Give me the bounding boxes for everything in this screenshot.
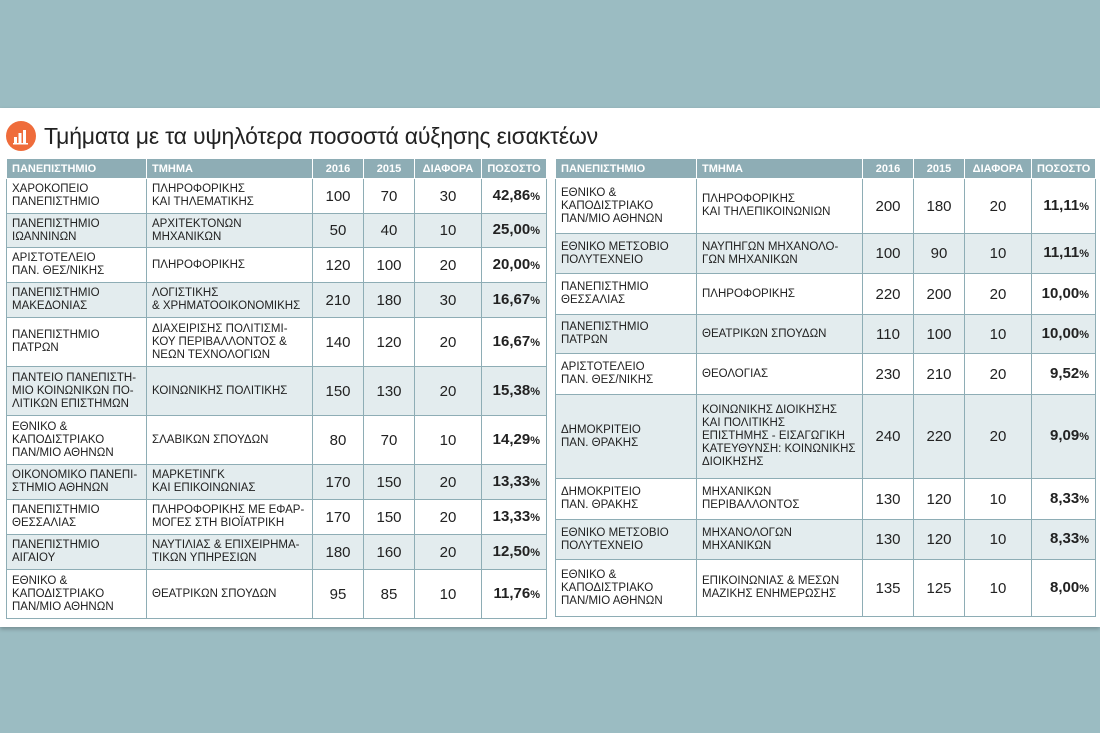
value-2016-cell: [313, 283, 364, 318]
value-2015-text: 180: [926, 197, 952, 215]
value-2015-text: 200: [926, 285, 952, 303]
value-2015-text: 40: [380, 222, 398, 239]
university-cell: [7, 318, 147, 367]
value-2016-cell: [863, 395, 914, 479]
value-2015-text: 150: [376, 473, 402, 491]
university-text: ΕΘΝΙΚΟ & ΚΑΠΟΔΙΣΤΡΙΑΚΟ ΠΑΝ/ΜΙΟ ΑΘΗΝΩΝ: [561, 186, 663, 225]
university-text: ΕΘΝΙΚΟ & ΚΑΠΟΔΙΣΤΡΙΑΚΟ ΠΑΝ/ΜΙΟ ΑΘΗΝΩΝ: [561, 568, 663, 607]
percentage-cell: [482, 318, 547, 367]
percentage-text: 15,38: [492, 381, 531, 399]
value-2016-text: 120: [325, 256, 351, 274]
percentage-cell: [482, 416, 547, 465]
value-2015-cell: [914, 315, 965, 354]
table-row: [556, 234, 1096, 274]
department-text: ΠΛΗΡΟΦΟΡΙΚΗΣ ΚΑΙ ΤΗΛΕΠΙΚΟΙΝΩΝΙΩΝ: [702, 193, 831, 218]
university-cell: [556, 274, 697, 315]
percentage-cell: [1032, 274, 1096, 315]
value-2016-text: 210: [325, 291, 351, 309]
value-2016-cell: [863, 179, 914, 234]
department-text: ΣΛΑΒΙΚΩΝ ΣΠΟΥΔΩΝ: [152, 433, 269, 446]
difference-cell: [415, 179, 482, 214]
university-cell: [556, 315, 697, 354]
value-2015-text: 70: [380, 187, 398, 205]
percentage-text: 12,50: [492, 542, 531, 560]
value-2016-text: 150: [325, 382, 351, 400]
percentage-text: 11,11: [1043, 196, 1080, 214]
value-2016-text: 170: [325, 508, 351, 526]
value-2015-cell: [914, 479, 965, 520]
university-cell: [556, 520, 697, 560]
department-text: ΚΟΙΝΩΝΙΚΗΣ ΠΟΛΙΤΙΚΗΣ: [152, 384, 288, 397]
difference-text: 30: [439, 291, 457, 309]
percentage-cell: [1032, 560, 1096, 617]
percent-sign: %: [530, 546, 540, 559]
value-2016-cell: [863, 315, 914, 354]
value-2015-cell: [914, 395, 965, 479]
department-text: ΠΛΗΡΟΦΟΡΙΚΗΣ ΜΕ ΕΦΑΡ- ΜΟΓΕΣ ΣΤΗ ΒΙΟΪΑΤΡΙΚΗ: [152, 504, 305, 529]
value-2016-text: 130: [875, 531, 901, 548]
value-2015-text: 220: [926, 428, 952, 445]
difference-text: 10: [439, 431, 457, 449]
percentage-cell: [1032, 479, 1096, 520]
value-2015-cell: [364, 465, 415, 500]
table-row: [7, 318, 547, 367]
page-title: Τμήματα με τα υψηλότερα ποσοστά αύξησης εισακτέων: [44, 122, 598, 149]
percentage-cell: [482, 535, 547, 570]
difference-text: 10: [989, 490, 1007, 508]
value-2016-text: 240: [875, 428, 901, 445]
university-text: ΠΑΝΕΠΙΣΤΗΜΙΟ ΘΕΣΣΑΛΙΑΣ: [561, 281, 649, 306]
value-2016-cell: [863, 560, 914, 617]
department-cell: [147, 214, 313, 248]
department-cell: [147, 367, 313, 416]
col-department: ΤΜΗΜΑ: [147, 159, 313, 179]
value-2016-text: 110: [876, 325, 900, 343]
value-2015-text: 100: [926, 325, 952, 343]
left-table: [6, 158, 547, 619]
difference-text: 10: [989, 245, 1007, 262]
table-row: [7, 214, 547, 248]
department-text: ΝΑΥΠΗΓΩΝ ΜΗΧΑΝΟΛΟ- ΓΩΝ ΜΗΧΑΝΙΚΩΝ: [702, 240, 839, 266]
percent-sign: %: [1079, 582, 1089, 595]
percent-sign: %: [1079, 493, 1089, 506]
university-cell: [556, 234, 697, 274]
value-2015-text: 160: [376, 543, 402, 561]
department-cell: [147, 465, 313, 500]
difference-cell: [415, 500, 482, 535]
table-row: [556, 560, 1096, 617]
value-2015-cell: [364, 248, 415, 283]
col-pct: ΠΟΣΟΣΤΟ: [1032, 159, 1096, 179]
table-row: [7, 535, 547, 570]
table-row: [556, 354, 1096, 395]
percent-sign: %: [530, 511, 540, 524]
department-cell: [147, 570, 313, 619]
table-header-row: [7, 159, 547, 179]
percentage-text: 8,00: [1050, 578, 1080, 596]
value-2016-cell: [313, 416, 364, 465]
department-text: ΜΗΧΑΝΟΛΟΓΩΝ ΜΗΧΑΝΙΚΩΝ: [702, 526, 792, 552]
difference-text: 20: [989, 197, 1007, 215]
value-2016-cell: [863, 274, 914, 315]
department-text: ΚΟΙΝΩΝΙΚΗΣ ΔΙΟΙΚΗΣΗΣ ΚΑΙ ΠΟΛΙΤΙΚΗΣ ΕΠΙΣΤΗΜΗΣ - ΕΙΣΑΓΩΓΙΚΗ ΚΑΤΕΥΘΥΝΣΗ: ΚΟΙΝΩΝΙΚΗΣ ΔΙΟΙΚΗΣΗΣ: [702, 404, 856, 468]
table-row: [556, 315, 1096, 354]
value-2015-text: 70: [380, 431, 398, 449]
percentage-text: 9,09: [1050, 427, 1080, 444]
value-2016-cell: [313, 500, 364, 535]
value-2016-text: 95: [329, 585, 347, 603]
university-cell: [7, 416, 147, 465]
university-text: ΧΑΡΟΚΟΠΕΙΟ ΠΑΝΕΠΙΣΤΗΜΙΟ: [12, 183, 100, 208]
percentage-text: 25,00: [492, 221, 531, 238]
percentage-cell: [1032, 315, 1096, 354]
university-cell: [556, 179, 697, 234]
department-cell: [147, 283, 313, 318]
value-2016-cell: [313, 535, 364, 570]
percentage-text: 8,33: [1050, 489, 1080, 507]
university-text: ΑΡΙΣΤΟΤΕΛΕΙΟ ΠΑΝ. ΘΕΣ/ΝΙΚΗΣ: [12, 252, 105, 277]
department-cell: [147, 416, 313, 465]
value-2016-cell: [313, 465, 364, 500]
value-2015-text: 90: [930, 245, 948, 262]
difference-text: 20: [989, 428, 1007, 445]
value-2015-cell: [914, 520, 965, 560]
department-cell: [697, 520, 863, 560]
col-department: ΤΜΗΜΑ: [697, 159, 863, 179]
value-2015-cell: [914, 560, 965, 617]
table-row: [7, 500, 547, 535]
percent-sign: %: [530, 294, 540, 307]
table-row: [7, 570, 547, 619]
percent-sign: %: [530, 385, 540, 398]
value-2016-text: 100: [875, 245, 901, 262]
university-text: ΠΑΝΕΠΙΣΤΗΜΙΟ ΘΕΣΣΑΛΙΑΣ: [12, 504, 100, 529]
table-row: [7, 416, 547, 465]
percent-sign: %: [530, 225, 540, 237]
value-2016-cell: [313, 179, 364, 214]
value-2016-text: 135: [875, 579, 901, 597]
university-text: ΠΑΝΕΠΙΣΤΗΜΙΟ ΠΑΤΡΩΝ: [561, 321, 649, 346]
department-cell: [697, 179, 863, 234]
percentage-text: 13,33: [492, 472, 531, 490]
difference-cell: [415, 535, 482, 570]
value-2015-text: 120: [376, 333, 402, 351]
value-2016-cell: [313, 570, 364, 619]
percent-sign: %: [530, 190, 540, 203]
value-2016-cell: [313, 318, 364, 367]
university-text: ΠΑΝΕΠΙΣΤΗΜΙΟ ΑΙΓΑΙΟΥ: [12, 539, 100, 564]
col-diff: ΔΙΑΦΟΡΑ: [965, 159, 1032, 179]
table-header-row: [556, 159, 1096, 179]
university-text: ΔΗΜΟΚΡΙΤΕΙΟ ΠΑΝ. ΘΡΑΚΗΣ: [561, 486, 641, 511]
difference-text: 20: [989, 285, 1007, 303]
university-cell: [556, 479, 697, 520]
value-2015-text: 150: [376, 508, 402, 526]
university-cell: [7, 465, 147, 500]
value-2015-text: 210: [926, 365, 952, 383]
university-cell: [7, 570, 147, 619]
difference-cell: [415, 367, 482, 416]
percent-sign: %: [1079, 248, 1089, 260]
col-university: ΠΑΝΕΠΙΣΤΗΜΙΟ: [556, 159, 697, 179]
department-cell: [147, 179, 313, 214]
university-text: ΟΙΚΟΝΟΜΙΚΟ ΠΑΝΕΠΙ- ΣΤΗΜΙΟ ΑΘΗΝΩΝ: [12, 469, 138, 494]
percent-sign: %: [530, 588, 540, 601]
value-2015-cell: [364, 214, 415, 248]
department-cell: [697, 479, 863, 520]
difference-cell: [965, 274, 1032, 315]
percentage-cell: [482, 179, 547, 214]
university-cell: [7, 535, 147, 570]
difference-cell: [415, 214, 482, 248]
difference-cell: [965, 315, 1032, 354]
bar-chart-icon: [6, 121, 36, 151]
value-2016-text: 140: [325, 333, 351, 351]
difference-cell: [415, 248, 482, 283]
difference-cell: [965, 354, 1032, 395]
table-row: [7, 367, 547, 416]
table-row: [556, 274, 1096, 315]
value-2016-text: 80: [329, 431, 347, 449]
department-text: ΘΕΟΛΟΓΙΑΣ: [702, 367, 769, 380]
university-cell: [556, 354, 697, 395]
university-cell: [7, 500, 147, 535]
difference-cell: [965, 234, 1032, 274]
university-text: ΕΘΝΙΚΟ ΜΕΤΣΟΒΙΟ ΠΟΛΥΤΕΧΝΕΙΟ: [561, 240, 669, 266]
percentage-text: 11,76: [493, 584, 531, 602]
university-cell: [7, 179, 147, 214]
value-2015-text: 120: [926, 531, 952, 548]
department-text: ΔΙΑΧΕΙΡΙΣΗΣ ΠΟΛΙΤΙΣΜΙ- ΚΟΥ ΠΕΡΙΒΑΛΛΟΝΤΟΣ & ΝΕΩΝ ΤΕΧΝΟΛΟΓΙΩΝ: [152, 322, 288, 361]
value-2016-text: 170: [325, 473, 351, 491]
university-text: ΠΑΝΤΕΙΟ ΠΑΝΕΠΙΣΤΗ- ΜΙΟ ΚΟΙΝΩΝΙΚΩΝ ΠΟ- ΛΙΤΙΚΩΝ ΕΠΙΣΤΗΜΩΝ: [12, 371, 137, 410]
table-row: [7, 179, 547, 214]
value-2016-cell: [313, 214, 364, 248]
university-cell: [7, 367, 147, 416]
value-2015-text: 85: [380, 585, 398, 603]
percentage-text: 14,29: [492, 430, 531, 448]
value-2016-text: 100: [325, 187, 351, 205]
right-table: [555, 158, 1096, 617]
department-cell: [697, 354, 863, 395]
percent-sign: %: [530, 259, 540, 272]
difference-cell: [965, 179, 1032, 234]
value-2016-cell: [863, 234, 914, 274]
value-2016-cell: [863, 354, 914, 395]
percent-sign: %: [1079, 368, 1089, 381]
percentage-cell: [1032, 395, 1096, 479]
university-text: ΕΘΝΙΚΟ & ΚΑΠΟΔΙΣΤΡΙΑΚΟ ΠΑΝ/ΜΙΟ ΑΘΗΝΩΝ: [12, 420, 114, 459]
value-2015-cell: [364, 570, 415, 619]
value-2015-cell: [914, 274, 965, 315]
value-2016-text: 200: [875, 197, 901, 215]
table-row: [7, 248, 547, 283]
department-text: ΠΛΗΡΟΦΟΡΙΚΗΣ: [702, 287, 795, 300]
value-2015-cell: [364, 179, 415, 214]
difference-cell: [965, 560, 1032, 617]
difference-cell: [965, 479, 1032, 520]
percentage-cell: [482, 214, 547, 248]
percentage-cell: [1032, 179, 1096, 234]
value-2016-text: 220: [875, 285, 901, 303]
percent-sign: %: [1079, 200, 1089, 213]
percentage-text: 13,33: [492, 507, 531, 525]
percentage-text: 11,11: [1043, 244, 1080, 261]
percentage-text: 16,67: [492, 332, 531, 350]
percent-sign: %: [1079, 534, 1089, 546]
col-2016: 2016: [313, 159, 364, 179]
difference-cell: [415, 570, 482, 619]
percentage-cell: [1032, 354, 1096, 395]
value-2015-text: 120: [926, 490, 952, 508]
value-2015-text: 180: [376, 291, 402, 309]
department-text: ΜΑΡΚΕΤΙΝΓΚ ΚΑΙ ΕΠΙΚΟΙΝΩΝΙΑΣ: [152, 469, 256, 494]
percentage-cell: [482, 500, 547, 535]
difference-text: 20: [439, 543, 457, 561]
col-2015: 2015: [914, 159, 965, 179]
difference-cell: [415, 465, 482, 500]
percentage-text: 20,00: [492, 255, 531, 273]
percent-sign: %: [530, 434, 540, 447]
department-cell: [697, 274, 863, 315]
difference-text: 20: [439, 473, 457, 491]
university-cell: [7, 283, 147, 318]
department-cell: [697, 315, 863, 354]
table-row: [556, 179, 1096, 234]
difference-text: 20: [439, 333, 457, 351]
value-2016-cell: [863, 520, 914, 560]
table-row: [556, 479, 1096, 520]
department-cell: [697, 234, 863, 274]
university-cell: [556, 560, 697, 617]
value-2015-cell: [914, 354, 965, 395]
university-cell: [556, 395, 697, 479]
department-cell: [147, 318, 313, 367]
university-text: ΕΘΝΙΚΟ & ΚΑΠΟΔΙΣΤΡΙΑΚΟ ΠΑΝ/ΜΙΟ ΑΘΗΝΩΝ: [12, 574, 114, 613]
value-2015-cell: [364, 416, 415, 465]
university-text: ΠΑΝΕΠΙΣΤΗΜΙΟ ΜΑΚΕΔΟΝΙΑΣ: [12, 287, 100, 312]
percentage-cell: [482, 367, 547, 416]
percentage-cell: [482, 570, 547, 619]
difference-text: 20: [439, 256, 457, 274]
university-text: ΕΘΝΙΚΟ ΜΕΤΣΟΒΙΟ ΠΟΛΥΤΕΧΝΕΙΟ: [561, 526, 669, 552]
difference-text: 30: [439, 187, 457, 205]
department-text: ΕΠΙΚΟΙΝΩΝΙΑΣ & ΜΕΣΩΝ ΜΑΖΙΚΗΣ ΕΝΗΜΕΡΩΣΗΣ: [702, 575, 840, 600]
col-2016: 2016: [863, 159, 914, 179]
percent-sign: %: [1079, 431, 1089, 443]
percent-sign: %: [1079, 328, 1089, 341]
percentage-text: 16,67: [492, 290, 531, 308]
value-2015-cell: [914, 179, 965, 234]
value-2016-text: 130: [875, 490, 901, 508]
difference-text: 10: [989, 531, 1007, 548]
percentage-text: 10,00: [1041, 324, 1080, 342]
value-2016-cell: [863, 479, 914, 520]
value-2016-text: 230: [875, 365, 901, 383]
value-2015-cell: [364, 367, 415, 416]
university-cell: [7, 214, 147, 248]
difference-text: 20: [989, 365, 1007, 383]
department-cell: [147, 535, 313, 570]
value-2015-cell: [364, 283, 415, 318]
department-text: ΜΗΧΑΝΙΚΩΝ ΠΕΡΙΒΑΛΛΟΝΤΟΣ: [702, 486, 800, 511]
difference-cell: [415, 416, 482, 465]
department-text: ΝΑΥΤΙΛΙΑΣ & ΕΠΙΧΕΙΡΗΜΑ- ΤΙΚΩΝ ΥΠΗΡΕΣΙΩΝ: [152, 539, 300, 564]
percent-sign: %: [530, 476, 540, 489]
difference-text: 10: [989, 325, 1007, 343]
percent-sign: %: [1079, 288, 1089, 301]
table-row: [7, 465, 547, 500]
difference-text: 20: [439, 382, 457, 400]
value-2015-text: 100: [376, 256, 402, 274]
value-2016-text: 180: [325, 543, 351, 561]
percent-sign: %: [530, 336, 540, 349]
department-text: ΠΛΗΡΟΦΟΡΙΚΗΣ: [152, 258, 245, 271]
col-2015: 2015: [364, 159, 415, 179]
percentage-cell: [482, 283, 547, 318]
value-2015-cell: [364, 500, 415, 535]
title-row: [6, 118, 598, 154]
difference-text: 20: [439, 508, 457, 526]
table-row: [7, 283, 547, 318]
department-text: ΠΛΗΡΟΦΟΡΙΚΗΣ ΚΑΙ ΤΗΛΕΜΑΤΙΚΗΣ: [152, 183, 254, 208]
university-text: ΠΑΝΕΠΙΣΤΗΜΙΟ ΠΑΤΡΩΝ: [12, 329, 100, 354]
percentage-text: 10,00: [1041, 284, 1080, 302]
value-2015-cell: [364, 318, 415, 367]
difference-cell: [965, 395, 1032, 479]
difference-text: 10: [439, 222, 457, 239]
department-cell: [697, 395, 863, 479]
university-text: ΠΑΝΕΠΙΣΤΗΜΙΟ ΙΩΑΝΝΙΝΩΝ: [12, 217, 100, 243]
value-2015-text: 125: [926, 579, 952, 597]
department-text: ΘΕΑΤΡΙΚΩΝ ΣΠΟΥΔΩΝ: [702, 327, 827, 340]
percentage-cell: [482, 248, 547, 283]
value-2015-cell: [364, 535, 415, 570]
percentage-text: 42,86: [492, 186, 531, 204]
value-2016-text: 50: [329, 222, 347, 239]
col-university: ΠΑΝΕΠΙΣΤΗΜΙΟ: [7, 159, 147, 179]
value-2015-text: 130: [376, 382, 402, 400]
value-2016-cell: [313, 367, 364, 416]
table-row: [556, 395, 1096, 479]
university-cell: [7, 248, 147, 283]
department-cell: [147, 500, 313, 535]
col-pct: ΠΟΣΟΣΤΟ: [482, 159, 547, 179]
percentage-cell: [1032, 234, 1096, 274]
department-cell: [147, 248, 313, 283]
percentage-text: 8,33: [1050, 530, 1080, 547]
department-cell: [697, 560, 863, 617]
university-text: ΔΗΜΟΚΡΙΤΕΙΟ ΠΑΝ. ΘΡΑΚΗΣ: [561, 423, 641, 449]
difference-cell: [415, 283, 482, 318]
difference-cell: [415, 318, 482, 367]
department-text: ΘΕΑΤΡΙΚΩΝ ΣΠΟΥΔΩΝ: [152, 587, 277, 600]
difference-text: 10: [439, 585, 457, 603]
col-diff: ΔΙΑΦΟΡΑ: [415, 159, 482, 179]
percentage-cell: [1032, 520, 1096, 560]
percentage-cell: [482, 465, 547, 500]
university-text: ΑΡΙΣΤΟΤΕΛΕΙΟ ΠΑΝ. ΘΕΣ/ΝΙΚΗΣ: [561, 361, 654, 386]
value-2015-cell: [914, 234, 965, 274]
value-2016-cell: [313, 248, 364, 283]
difference-text: 10: [989, 579, 1007, 597]
table-row: [556, 520, 1096, 560]
difference-cell: [965, 520, 1032, 560]
department-text: ΛΟΓΙΣΤΙΚΗΣ & ΧΡΗΜΑΤΟΟΙΚΟΝΟΜΙΚΗΣ: [152, 287, 301, 312]
percentage-text: 9,52: [1050, 364, 1080, 382]
department-text: ΑΡΧΙΤΕΚΤΟΝΩΝ ΜΗΧΑΝΙΚΩΝ: [152, 217, 242, 243]
